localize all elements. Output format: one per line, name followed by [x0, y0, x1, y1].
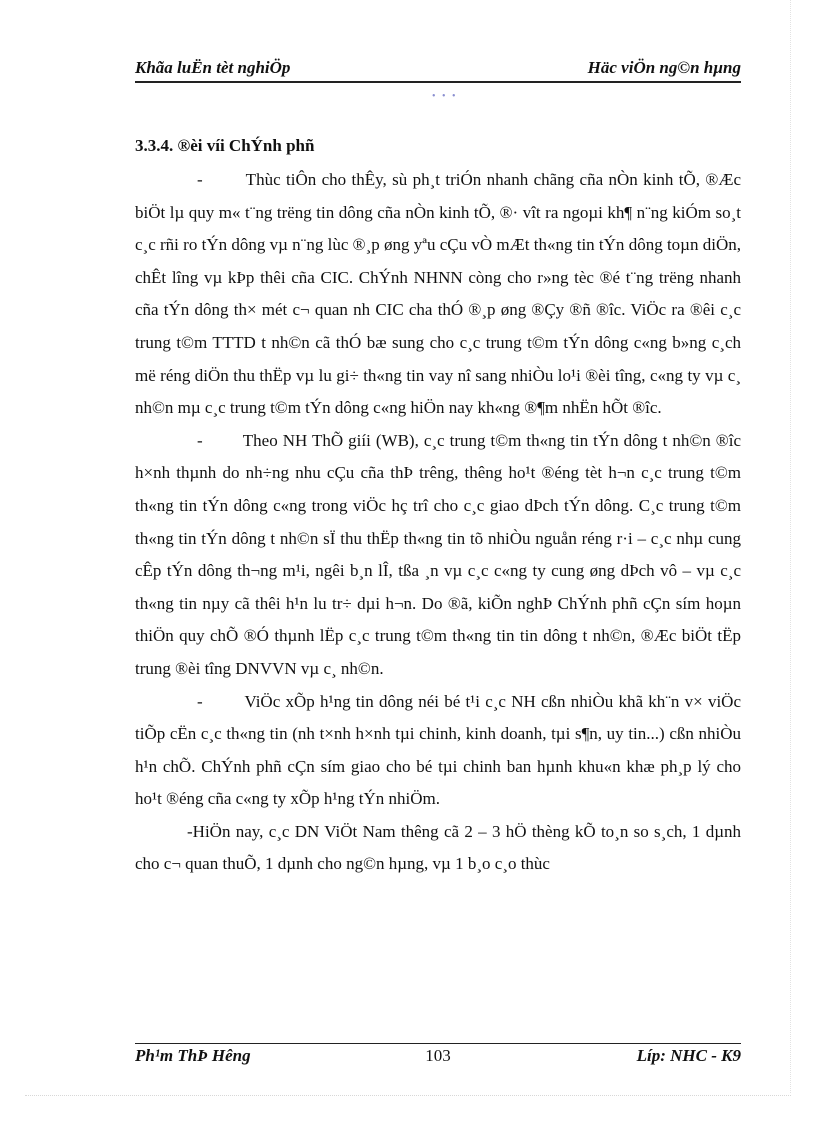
page-footer	[135, 1046, 741, 1068]
page-content	[135, 132, 741, 881]
header-institution: Häc viÖn ng©n hµng	[587, 58, 741, 77]
header-thesis-title: Khãa luËn tèt nghiÖp	[135, 58, 291, 77]
page-number: 103	[425, 1046, 451, 1065]
paragraph: -HiÖn nay, c¸c DN ViÖt Nam thêng cã 2 – 3 hÖ thèng kÕ to¸n so s¸ch, 1 dµnh cho c¬ quan thuÕ, 1 dµnh cho ng©n hµng, vµ 1 b¸o c¸o thùc	[135, 821, 741, 874]
paragraph: - ViÖc xÕp h¹ng tin dông néi bé t¹i c¸c NH cßn nhiÒu khã kh¨n v× viÖc tiÕp cËn c¸c th«ng tin (nh t×nh h×nh tµi chinh, kinh doanh, tµi s¶n, uy tin...) cßn nhiÒu h¹n chÕ. ChÝnh phñ cÇn sím giao cho bé tµi chinh ban hµnh khu«n khæ ph¸p lý cho ho¹t ®éng cña c«ng ty xÕp h¹ng tÝn nhiÖm.	[135, 691, 741, 809]
footer-class: Líp: NHC - K9	[636, 1046, 741, 1065]
paragraph: - Theo NH ThÕ giíi (WB), c¸c trung t©m th«ng tin tÝn dông t nh©n ®îc h×nh thµnh do nh÷ng nhu cÇu cña thÞ trêng, thêng ho¹t ®éng tèt h¬n c¸c trung t©m th«ng tin tÝn dông c«ng trong viÖc hç trî cho c¸c giao dÞch tÝn dông. C¸c trung t©m th«ng tin tÝn dông t nh©n sÏ thu thËp th«ng tin tõ nhiÒu nguån réng r·i – c¸c nhµ cung cÊp tÝn dông th¬ng m¹i, ngêi b¸n lÎ, tßa ¸n vµ c¸c c«ng ty cung øng dÞch vô – vµ c¸c th«ng tin nµy cã thêi h¹n lu tr÷ dµi h¬n. Do ®ã, kiÕn nghÞ ChÝnh phñ cÇn sím hoµn thiÖn quy chÕ ®Ó thµnh lËp c¸c trung t©m th«ng tin tin dông t nh©n, ®Æc biÖt tËp trung ®èi tîng DNVVN vµ c¸ nh©n.	[135, 430, 741, 678]
section-heading: 3.3.4. ®èi víi ChÝnh phñ	[135, 136, 315, 155]
footer-rule	[135, 1043, 741, 1044]
page-border-right	[790, 0, 791, 1093]
page-header	[135, 58, 741, 80]
header-rule	[135, 81, 741, 83]
paragraph: - Thùc tiÔn cho thÊy, sù ph¸t triÓn nhanh chãng cña nÒn kinh tÕ, ®Æc biÖt lµ quy m« t¨ng trëng tin dông cña nÒn kinh tÕ, ®· vît ra ngoµi kh¶ n¨ng kiÓm so¸t c¸c rñi ro tÝn dông vµ n¨ng lùc ®¸p øng yªu cÇu vÒ mÆt th«ng tin tÝn dông toµn diÖn, chÊt lîng vµ kÞp thêi cña CIC. ChÝnh NHNN còng cho r»ng tèc ®é t¨ng trëng nhanh cña tÝn dông th× mét c¬ quan nh CIC cha thÓ ®¸p øng ®Çy ®ñ ®îc. ViÖc ra ®êi c¸c trung t©m TTTD t nh©n cã thÓ bæ sung cho c¸c trung t©m tÝn dông c«ng b»ng c¸ch më réng diÖn thu thËp vµ lu gi÷ th«ng tin vay nî sang nhiÒu lo¹i ®èi tîng, c«ng ty vµ c¸ nh©n mµ c¸c trung t©m tÝn dông c«ng hiÖn nay kh«ng ®¶m nhËn hÕt ®îc.	[135, 170, 741, 418]
page-border-bottom	[25, 1095, 791, 1096]
footer-author: Ph¹m ThÞ Hêng	[135, 1046, 251, 1065]
header-ornament: • • •	[432, 91, 458, 102]
